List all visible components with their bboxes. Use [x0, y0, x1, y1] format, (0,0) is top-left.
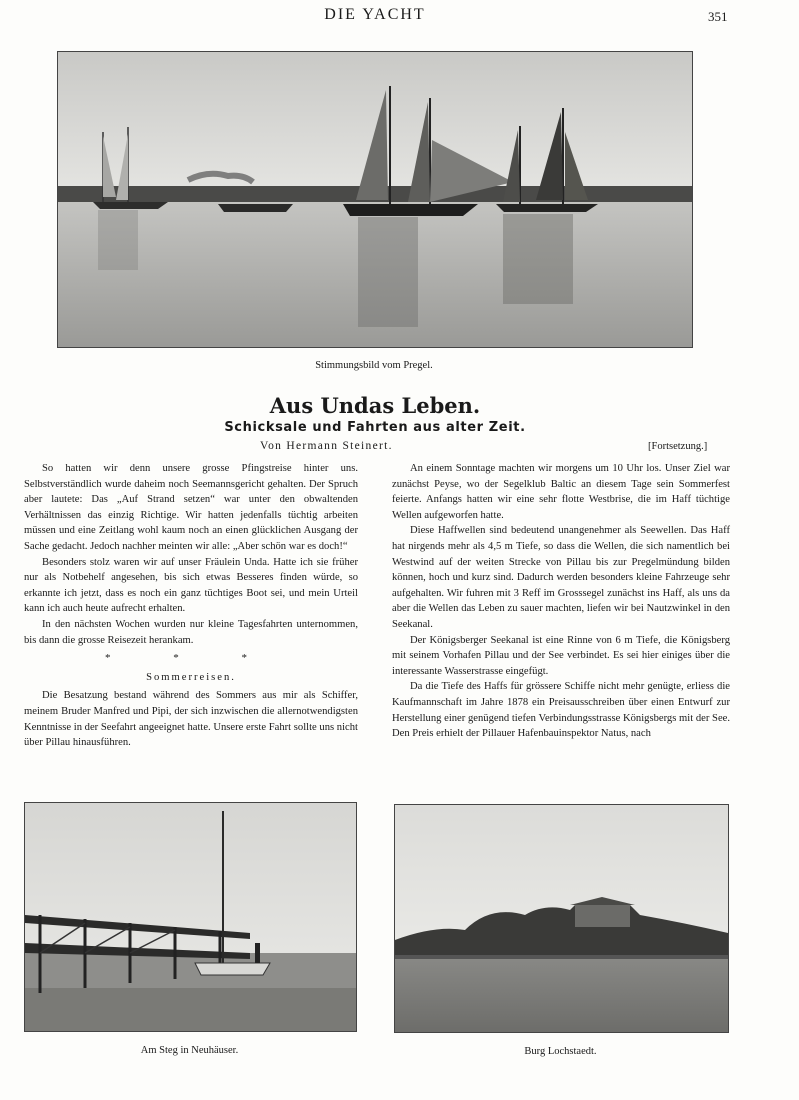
byline: Von Hermann Steinert. — [260, 440, 393, 452]
paragraph: In den nächsten Wochen wurden nur kleine Tagesfahrten unternommen, bis dann die grosse Reisezeit herankam. — [24, 618, 358, 646]
article-subtitle: Schicksale und Fahrten aus alter Zeit. — [224, 420, 526, 435]
journal-title: DIE YACHT — [324, 6, 426, 23]
caption-top-photo: Stimmungsbild vom Pregel. — [315, 360, 433, 371]
paragraph: Der Königsberger Seekanal ist eine Rinne von 6 m Tiefe, die Königsberg mit seinem Vorhafen Pillau und der See verbindet. Es sei hier einiges über die interessante Wasserstrasse eingefügt. — [392, 634, 730, 677]
section-heading: Sommerreisen. — [146, 671, 236, 683]
photo-jetty-neuhaeuser — [24, 802, 357, 1032]
page-number: 351 — [708, 9, 728, 24]
left-column — [24, 461, 358, 751]
paragraph: Besonders stolz waren wir auf unser Fräulein Unda. Hatte ich sie früher nur als Notbehelf angesehen, bis sich etwas Besseres finden würde, so erkannte ich jetzt, dass es noch ein ganz tüchtiges Boot sei, und mein Urteil kann ich auch heute aufrecht erhalten. — [24, 556, 358, 615]
right-column — [392, 461, 730, 742]
photo-burg-lochstaedt — [394, 804, 729, 1033]
photo-pregel-ships — [57, 51, 693, 348]
paragraph: So hatten wir denn unsere grosse Pfingstreise hinter uns. Selbstverständlich wurde daheim noch Seemannsgericht gehalten. Der Spruch aber lautete: Das „Auf Strand setzen“ war unter den obwaltenden Verhältnissen das einzig Richtige. Wir hatten jedenfalls tüchtig arbeiten müssen und eine Zeitlang wohl kaum noch an einen glücklichen Ausgang der Sache gedacht. Jedoch nachher meinten wir alle: „Aber schön war es doch!“ — [24, 463, 358, 552]
continued-note: [Fortsetzung.] — [648, 441, 708, 452]
castle-image — [395, 805, 728, 1032]
paragraph: An einem Sonntage machten wir morgens um 10 Uhr los. Unser Ziel war zunächst Peyse, wo der Segelklub Baltic an diesem Tage sein Sommerfest feierte. Anfangs hatten wir eine sehr flotte Westbrise, die im Haff tüchtige Wellen aufgeworfen hatte. — [392, 463, 730, 521]
paragraph: Da die Tiefe des Haffs für grössere Schiffe nicht mehr genügte, erliess die Kaufmannschaft im Jahre 1878 ein Preisausschreiben über einen Entwurf zur Herstellung einer genügend tiefen Verbindungsstrasse Königsbergs mit der See. Den Preis erhielt der Pillauer Hafenbauinspektor Natus, nach — [392, 681, 730, 740]
paragraph: Diese Haffwellen sind bedeutend unangenehmer als Seewellen. Das Haff hat nirgends mehr als 4,5 m Tiefe, so dass die Wellen, die sich namentlich bei Westwind auf der weiten Strecke von Pillau bis zur Pregelmündung bilden können, hoch und kurz sind. Dadurch werden besonders kleine Fahrzeuge sehr aufgehalten. Wir fuhren mit 3 Reff im Grosssegel zunächst ins Haff, als uns da aber die Wellen das Leben zu sauer machten, liefen wir bei Nautzwinkel in den Seekanal. — [392, 525, 730, 630]
jetty-image — [25, 803, 356, 1031]
sailing-ships-image — [58, 52, 692, 347]
section-divider-stars: * * * — [105, 652, 277, 665]
caption-bottom-right: Burg Lochstaedt. — [524, 1046, 597, 1057]
paragraph: Die Besatzung bestand während des Sommers aus mir als Schiffer, meinem Bruder Manfred und Pipi, der sich inzwischen die allernotwendigsten Kenntnisse in der Seefahrt angeeignet hatte. Unsere erste Fahrt sollte uns nicht über Pillau hinausführen. — [24, 690, 358, 749]
caption-bottom-left: Am Steg in Neuhäuser. — [140, 1045, 239, 1056]
article-title: Aus Undas Leben. — [269, 393, 481, 418]
